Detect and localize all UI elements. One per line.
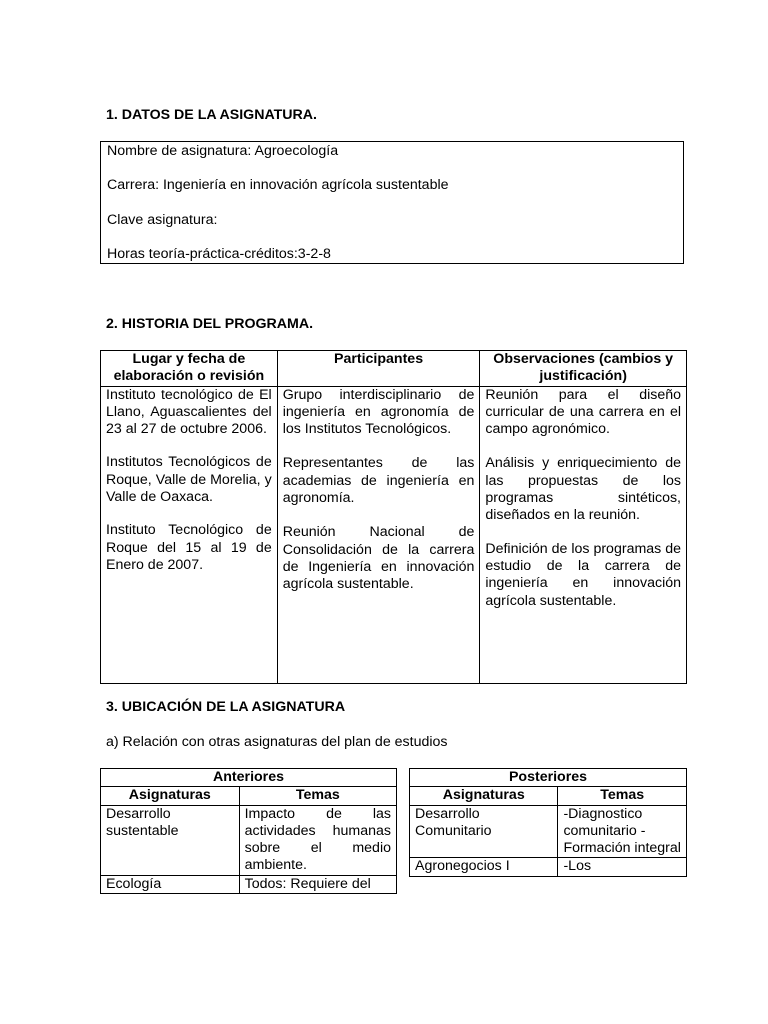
section3-title: 3. UBICACIÓN DE LA ASIGNATURA <box>106 699 346 715</box>
next-topic: -Los <box>558 858 687 876</box>
section3-subtitle: a) Relación con otras asignaturas del plan de estudios <box>106 734 448 750</box>
previous-subject: Ecología <box>101 875 240 893</box>
history-participants: Representantes de las academias de ingeniería en agronomía. <box>282 455 475 507</box>
history-place: Institutos Tecnológicos de Roque, Valle de Morelia, y Valle de Oaxaca. <box>106 454 272 506</box>
next-col-subjects: Asignaturas <box>410 787 558 805</box>
program-history-table <box>100 350 687 684</box>
history-places-cell <box>101 386 278 683</box>
course-hours: Horas teoría-práctica-créditos:3-2-8 <box>107 246 331 262</box>
history-participants-cell <box>277 386 480 683</box>
next-title: Posteriores <box>410 769 687 787</box>
table-row <box>410 858 687 876</box>
previous-subjects-table <box>100 768 397 894</box>
history-place: Instituto tecnológico de El Llano, Aguascalientes del 23 al 27 de octubre 2006. <box>106 386 272 438</box>
course-name: Nombre de asignatura: Agroecología <box>107 143 339 159</box>
previous-topic: Todos: Requiere del <box>239 875 396 893</box>
previous-topic: Impacto de las actividades humanas sobre el medio ambiente. <box>239 805 396 875</box>
history-observation: Reunión para el diseño curricular de una carrera en el campo agronómico. <box>485 386 681 438</box>
table-header-row <box>101 351 687 387</box>
history-participants: Reunión Nacional de Consolidación de la carrera de Ingeniería en innovación agrícola sustentable. <box>282 524 475 593</box>
section1-title: 1. DATOS DE LA ASIGNATURA. <box>106 107 317 123</box>
previous-subject: Desarrollo sustentable <box>101 805 240 875</box>
table-row <box>101 386 687 683</box>
next-topic: -Diagnostico comunitario -Formación integral <box>558 805 687 858</box>
table-row <box>410 805 687 858</box>
previous-col-subjects: Asignaturas <box>101 787 240 805</box>
history-observation: Análisis y enriquecimiento de las propuestas de los programas sintéticos, diseñados en la reunión. <box>485 455 681 524</box>
course-career: Carrera: Ingeniería en innovación agrícola sustentable <box>107 177 449 193</box>
next-subject: Agronegocios I <box>410 858 558 876</box>
history-participants: Grupo interdisciplinario de ingeniería en agronomía de los Institutos Tecnológicos. <box>282 386 475 438</box>
section2-title: 2. HISTORIA DEL PROGRAMA. <box>106 316 314 332</box>
next-subject: Desarrollo Comunitario <box>410 805 558 858</box>
course-key: Clave asignatura: <box>107 212 218 228</box>
history-observations-cell <box>480 386 687 683</box>
next-col-topics: Temas <box>558 787 687 805</box>
history-place: Instituto Tecnológico de Roque del 15 al 19 de Enero de 2007. <box>106 522 272 573</box>
table-row <box>101 875 397 893</box>
next-subjects-table <box>409 768 687 877</box>
header-observations: Observaciones (cambios y justificación) <box>480 351 687 387</box>
table-row <box>101 805 397 875</box>
previous-col-topics: Temas <box>239 787 396 805</box>
header-place-date: Lugar y fecha de elaboración o revisión <box>101 351 278 387</box>
course-data-box <box>100 141 684 264</box>
header-participants: Participantes <box>277 351 480 387</box>
history-observation: Definición de los programas de estudio de la carrera de ingeniería en innovación agrícola sustentable. <box>485 540 681 609</box>
previous-title: Anteriores <box>101 769 397 787</box>
